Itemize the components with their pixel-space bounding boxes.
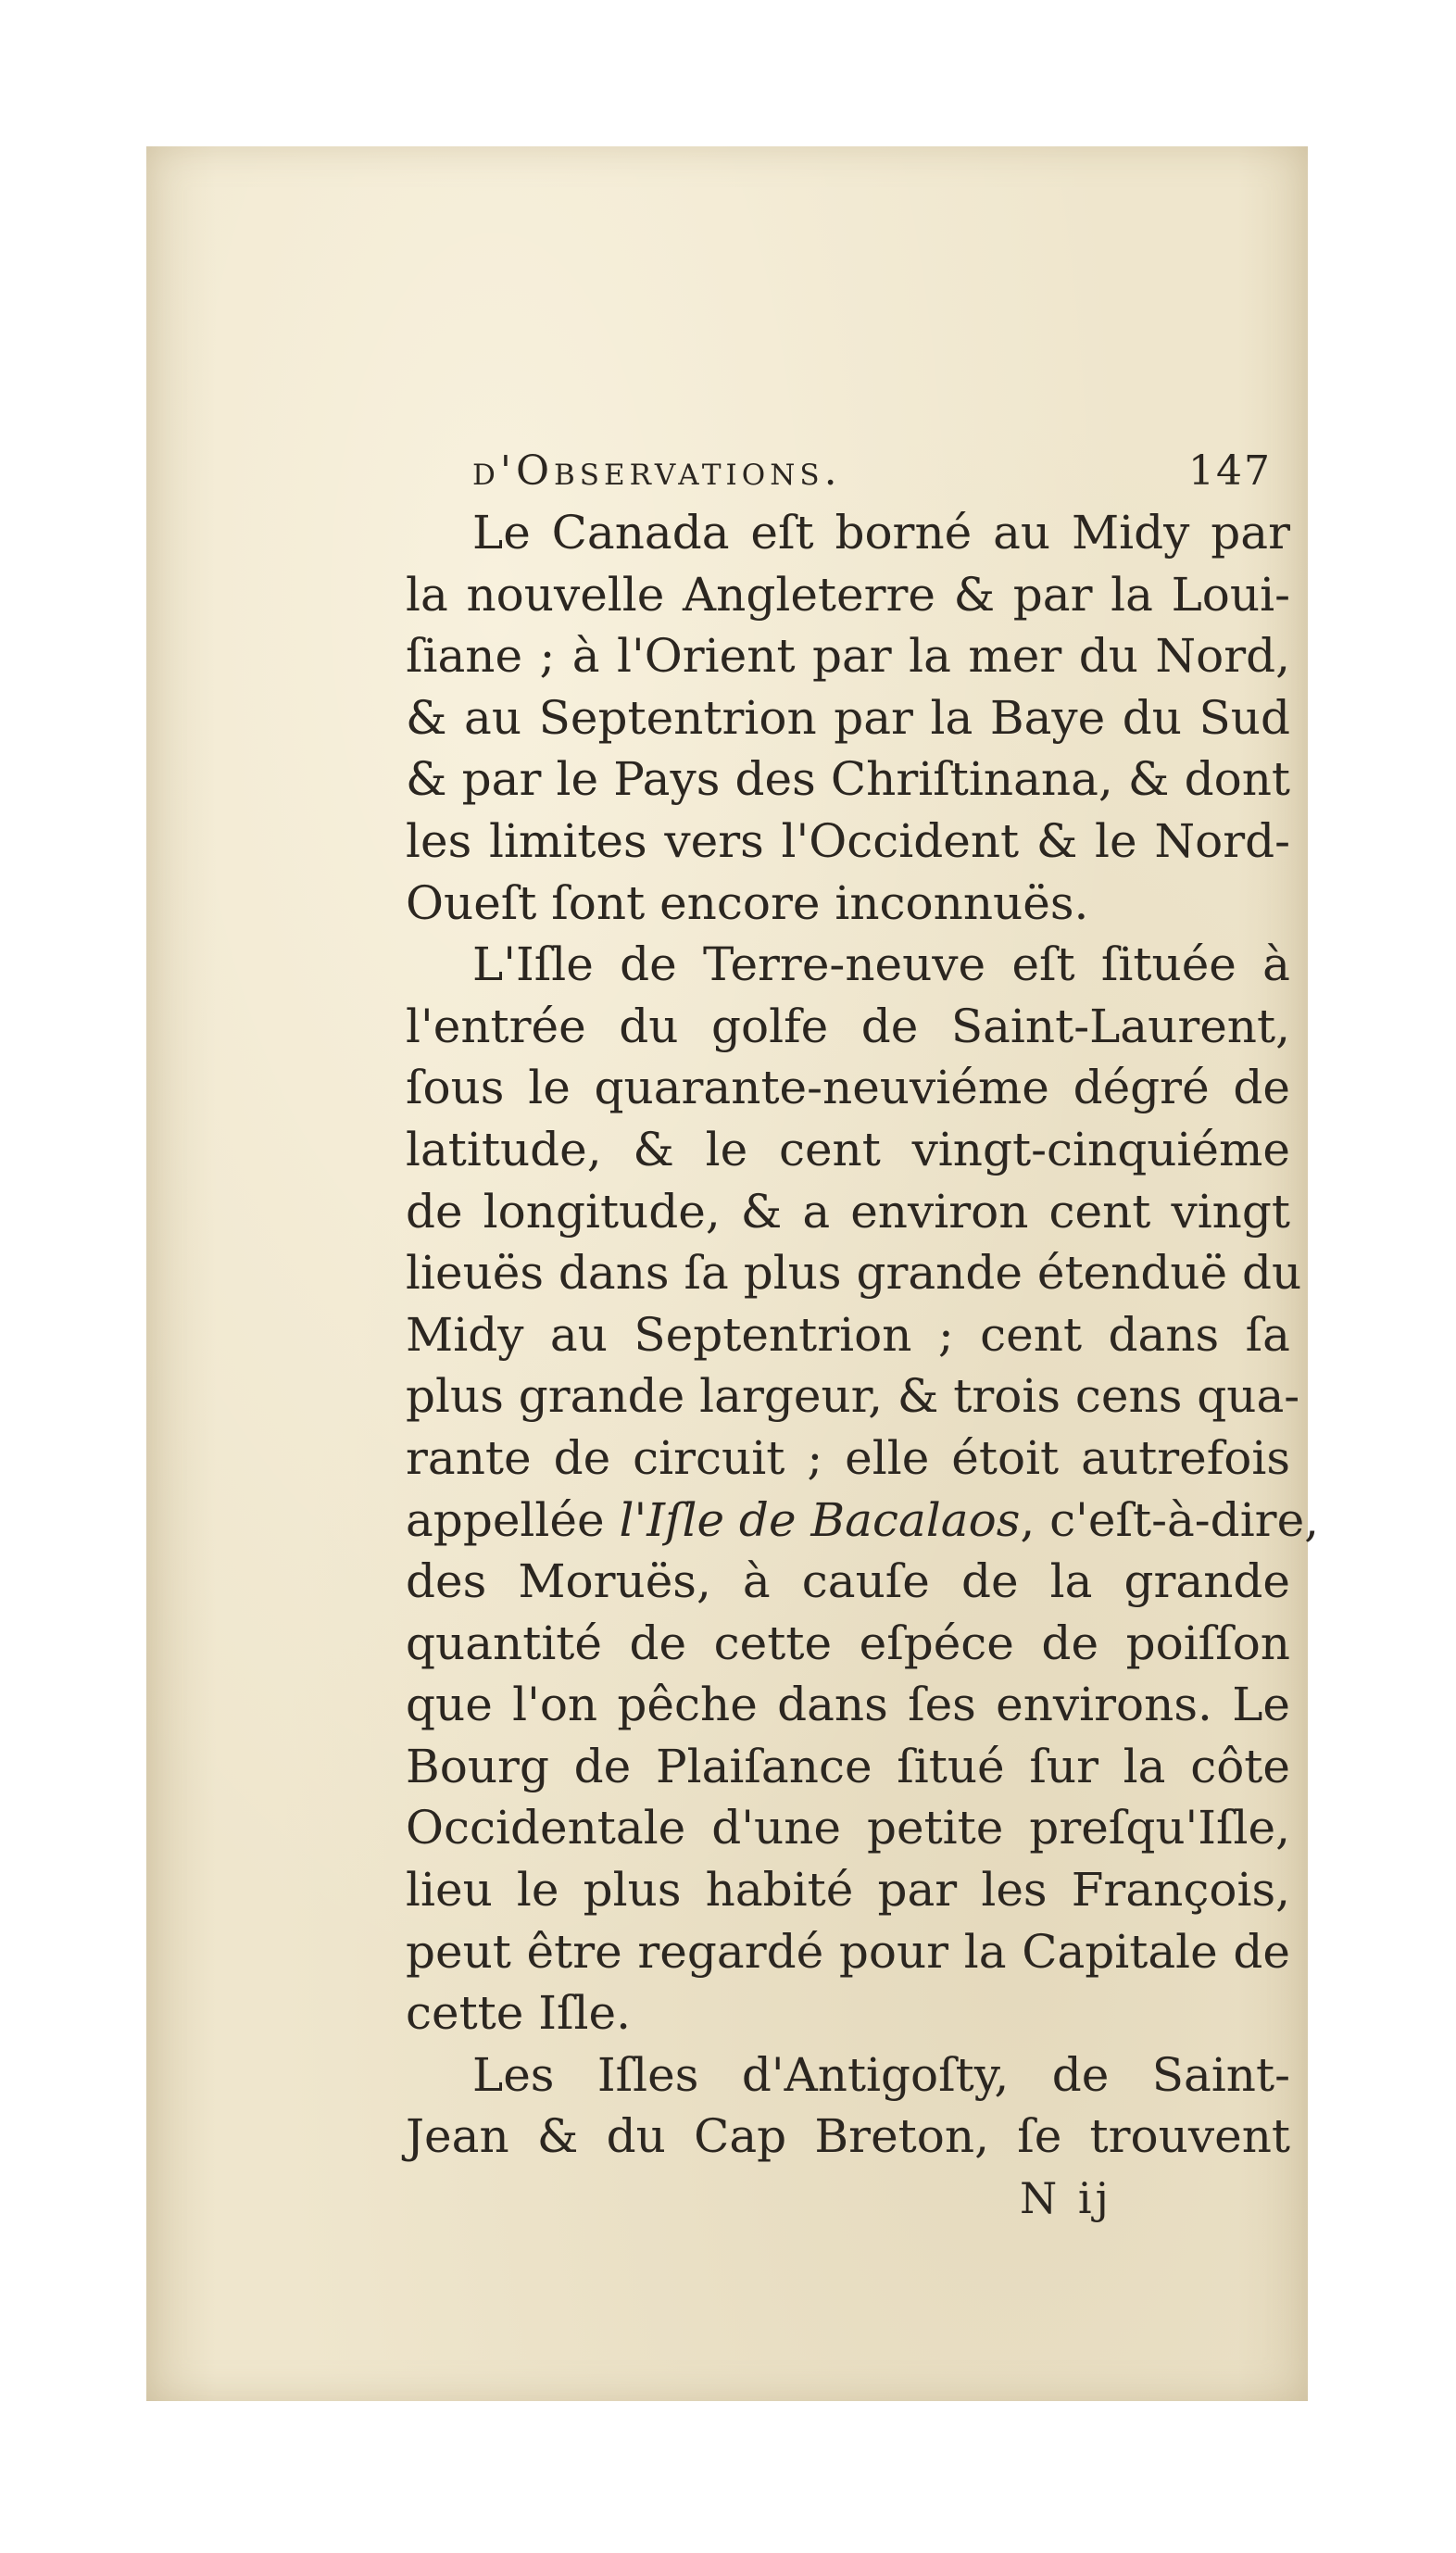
text-line: Midy au Septentrion ; cent dans ſa [406,1307,1290,1362]
running-title: d'Observations. [472,447,842,495]
text-line: la nouvelle Angleterre & par la Loui- [406,567,1290,622]
text-line: l'entrée du golfe de Saint-Laurent, [406,999,1290,1053]
text-line: rante de circuit ; elle étoit autrefois [406,1430,1290,1485]
text-line: que l'on pêche dans ſes environs. Le [406,1678,1290,1732]
text-line: Occidentale d'une petite preſqu'Iſle, [406,1801,1290,1855]
text-line: peut être regardé pour la Capitale de [406,1924,1290,1979]
text-block [406,441,1320,2229]
page-number: 147 [1188,447,1272,495]
text-line: & au Septentrion par la Baye du Sud [406,690,1290,745]
text-line: ſiane ; à l'Orient par la mer du Nord, [406,629,1290,684]
text-fragment: appellée [406,1492,620,1547]
text-line: ſous le quarante-neuviéme dégré de [406,1061,1290,1115]
paragraph-terre-neuve [406,934,1320,2044]
text-line: Jean & du Cap Breton, ſe trouvent [406,2109,1290,2164]
signature-mark [406,2168,1290,2229]
text-line: quantité de cette eſpéce de poiſſon [406,1616,1290,1670]
text-line: Bourg de Plaiſance ſitué ſur la côte [406,1739,1290,1793]
running-head [406,441,1290,502]
text-line: de longitude, & a environ cent vingt [406,1184,1290,1239]
text-line: Les Iſles d'Antigoſty, de Saint- [472,2047,1290,2102]
text-line: Oueſt ſont encore inconnuës. [406,875,1089,930]
text-line: les limites vers l'Occident & le Nord- [406,813,1290,868]
text-line: Le Canada eſt borné au Midy par [472,506,1290,560]
text-line: des Moruës, à cauſe de la grande [406,1554,1290,1609]
text-line: plus grande largeur, & trois cens qua- [406,1369,1300,1424]
paragraph-isles [406,2044,1290,2168]
paragraph-canada [406,502,1290,934]
signature-text: N ij [1020,2173,1112,2224]
text-line: & par le Pays des Chriſtinana, & dont [406,752,1290,807]
text-fragment: , c'eſt-à-dire, [1020,1492,1320,1547]
text-line: cette Iſle. [406,1986,631,2041]
text-line-with-italic [406,1490,1320,1552]
text-line: latitude, & le cent vingt-cinquiéme [406,1122,1290,1176]
text-line: L'Iſle de Terre-neuve eſt ſituée à [472,937,1290,992]
book-page [146,146,1320,2401]
text-line: lieuës dans ſa plus grande étenduë du [406,1246,1302,1301]
italic-place-name: l'Iſle de Bacalaos [619,1492,1021,1547]
text-line: lieu le plus habité par les François, [406,1863,1290,1918]
